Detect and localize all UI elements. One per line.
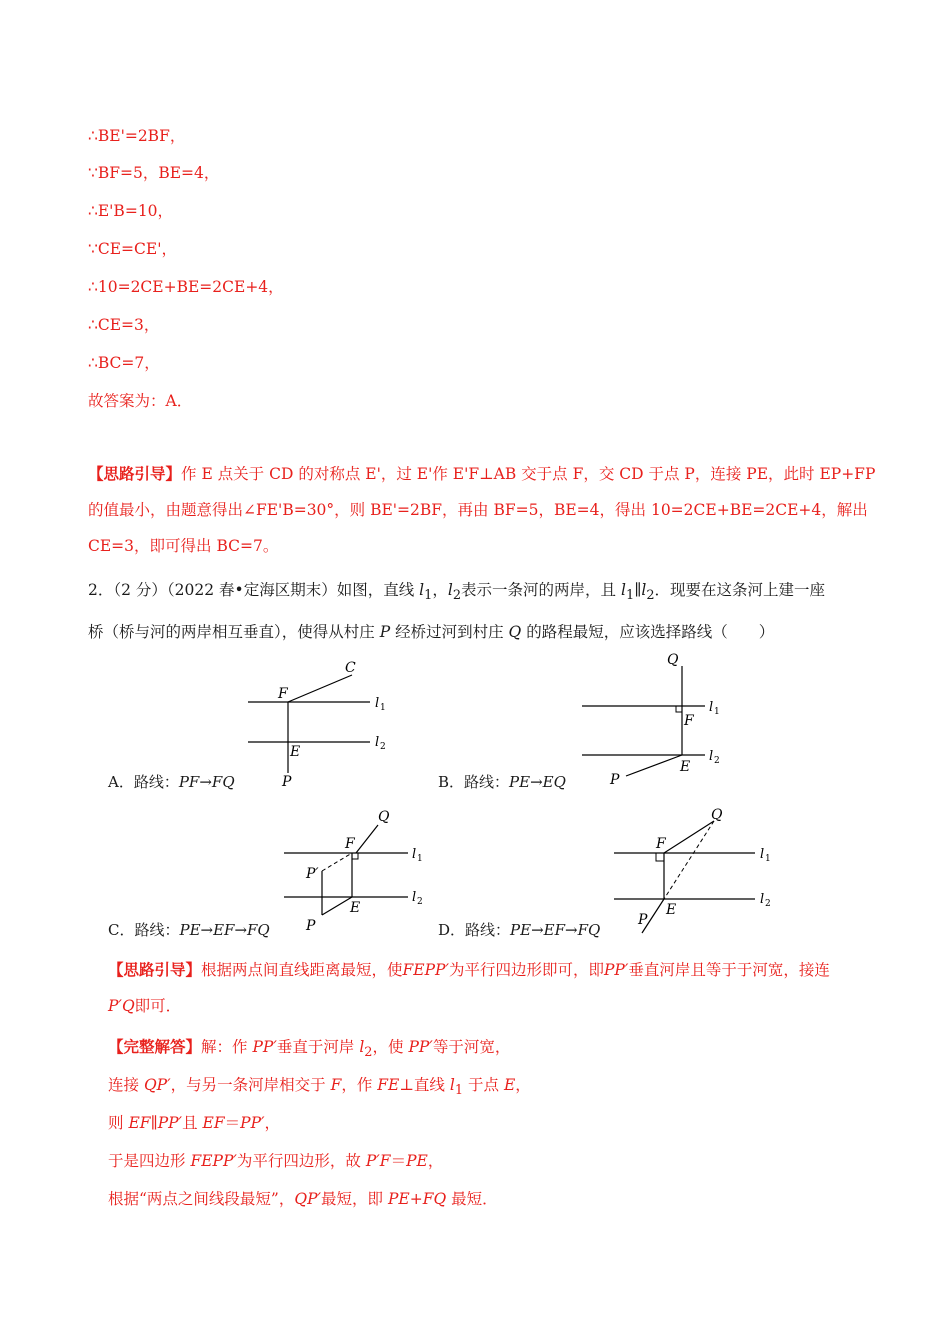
solution-line: ∴10=2CE+BE=2CE+4， — [88, 278, 284, 296]
option-letter: A．路线： — [108, 773, 179, 791]
answer-text: 解：作 — [201, 1038, 248, 1056]
answer-var: PE — [387, 1190, 410, 1208]
question-part: 经桥过河到村庄 — [395, 623, 504, 642]
label-l2: l — [375, 735, 380, 750]
answer-text: 垂直于河岸 — [276, 1038, 355, 1056]
label-P-prime: P′ — [306, 866, 319, 882]
label-P: P — [610, 772, 620, 788]
solution-line: ∴BE'=2BF， — [88, 127, 186, 145]
hint-text: 垂直河岸且等于于河宽，接连 — [628, 961, 830, 979]
label-sub: 1 — [765, 854, 771, 864]
label-P: P — [638, 912, 648, 928]
answer-line — [108, 1111, 280, 1133]
solution-line: ∴BC=7， — [88, 354, 160, 372]
label-sub: 2 — [380, 742, 386, 752]
answer-text: ，使 — [372, 1038, 404, 1056]
answer-var: QP′ — [294, 1190, 322, 1208]
answer-tag: 【完整解答】 — [108, 1037, 202, 1056]
answer-text: 等于河宽， — [432, 1038, 511, 1056]
hint-paragraph — [108, 952, 878, 1024]
label-l1: l — [412, 847, 417, 862]
var-Q: Q — [508, 623, 522, 642]
answer-line — [108, 1073, 531, 1098]
answer-text: ，作 — [341, 1076, 373, 1094]
answer-text: ＝ — [224, 1114, 241, 1132]
answer-var: QP′ — [143, 1076, 171, 1094]
solution-line: ∵CE=CE'， — [88, 240, 177, 258]
hint-paragraph — [88, 456, 878, 564]
answer-text: ⊥直线 — [399, 1076, 445, 1094]
answer-var: l — [359, 1038, 365, 1056]
answer-line — [108, 1187, 498, 1209]
answer-text: 则 — [108, 1114, 124, 1132]
question-text — [88, 572, 878, 650]
answer-text: ， — [515, 1076, 531, 1094]
label-P: P — [282, 774, 292, 790]
answer-text: 最短． — [451, 1190, 498, 1208]
option-d[interactable] — [438, 919, 600, 940]
label-C: C — [345, 660, 356, 676]
answer-var: E — [503, 1076, 516, 1094]
hint-var: P′Q — [108, 997, 135, 1015]
answer-var: PP′ — [408, 1038, 433, 1056]
answer-var: FQ — [422, 1190, 447, 1208]
var-l1: l — [419, 581, 425, 599]
answer-var: PP′ — [157, 1114, 183, 1132]
label-l1: l — [375, 696, 380, 711]
var-P: P — [379, 623, 391, 642]
label-Q: Q — [711, 807, 723, 823]
answer-var: F — [330, 1076, 342, 1094]
sub: 1 — [625, 588, 635, 604]
answer-var: P′F — [365, 1152, 391, 1170]
question-part: ．现要在这条河上建一座 — [654, 581, 826, 599]
label-sub: 1 — [714, 707, 720, 717]
var-l2: l — [447, 581, 453, 599]
figure-option-b — [570, 648, 740, 793]
answer-line — [108, 1035, 510, 1060]
option-letter: B．路线： — [438, 773, 510, 791]
question-score: （2 分） — [113, 581, 167, 599]
figure-option-d — [610, 805, 780, 940]
answer-var: FE — [377, 1076, 400, 1094]
sub: 1 — [424, 588, 433, 604]
figure-option-a — [240, 655, 400, 790]
label-Q: Q — [667, 652, 679, 668]
solution-line: ∴E'B=10， — [88, 202, 174, 220]
question-source: （2022 春•定海区期末） — [166, 581, 337, 599]
solution-line: ∵BF=5，BE=4， — [88, 164, 220, 182]
label-sub: 2 — [417, 897, 423, 907]
label-sub: 1 — [417, 854, 423, 864]
label-l1: l — [760, 847, 765, 862]
hint-text: 根据两点间直线距离最短，使 — [201, 961, 403, 979]
option-route: PF→FQ — [178, 773, 235, 791]
label-sub: 2 — [714, 756, 720, 766]
question-part: 的路程最短，应该选择路线（ ） — [526, 623, 775, 642]
label-P: P — [306, 918, 316, 934]
question-number: 2． — [88, 581, 114, 599]
answer-var: PP′ — [240, 1114, 265, 1132]
question-part: 桥（桥与河的两岸相互垂直），使得从村庄 — [88, 623, 375, 642]
hint-tag: 【思路引导】 — [108, 960, 202, 979]
answer-text: 连接 — [108, 1076, 140, 1094]
label-l2: l — [709, 749, 714, 764]
label-Q: Q — [378, 809, 390, 825]
sub: 2 — [646, 588, 655, 604]
answer-var: FEPP′ — [190, 1152, 237, 1170]
answer-text: ＝ — [390, 1152, 407, 1170]
solution-line: ∴CE=3， — [88, 316, 160, 334]
option-letter: C．路线： — [108, 921, 180, 939]
option-c[interactable] — [108, 919, 270, 940]
sub: 2 — [364, 1045, 373, 1061]
option-route: PE→EQ — [509, 773, 566, 791]
hint-var: FEPP′ — [402, 961, 449, 979]
label-F: F — [345, 836, 355, 852]
option-letter: D．路线： — [438, 921, 511, 939]
label-sub: 2 — [765, 899, 771, 909]
label-F: F — [684, 713, 694, 729]
label-E: E — [680, 759, 691, 775]
parallel-symbol: ∥ — [634, 581, 642, 599]
question-part: 表示一条河的两岸，且 — [461, 581, 617, 599]
label-E: E — [666, 902, 677, 918]
punct: ， — [432, 581, 448, 599]
answer-text: 且 — [182, 1114, 198, 1132]
option-route: PE→EF→FQ — [510, 921, 601, 939]
figure-option-c — [278, 805, 438, 940]
label-F: F — [278, 686, 288, 702]
solution-line: 故答案为：A． — [88, 392, 193, 410]
label-E: E — [290, 744, 301, 760]
label-sub: 1 — [380, 703, 386, 713]
hint-var: PP′ — [604, 961, 629, 979]
hint-text: 为平行四边形即可，即 — [448, 961, 604, 979]
question-part: 如图，直线 — [336, 581, 415, 599]
answer-text: ∥ — [150, 1114, 158, 1132]
answer-line — [108, 1149, 443, 1171]
option-b[interactable] — [438, 771, 566, 792]
answer-text: 最短，即 — [321, 1190, 384, 1208]
answer-var: PE — [406, 1152, 428, 1170]
answer-text: 于是四边形 — [108, 1152, 186, 1170]
answer-var: l — [449, 1076, 455, 1094]
sub: 2 — [452, 588, 462, 604]
sub: 1 — [454, 1083, 464, 1099]
answer-text: ，与另一条河岸相交于 — [170, 1076, 326, 1094]
option-a[interactable] — [108, 771, 235, 792]
var-l1: l — [621, 581, 626, 599]
hint-tag: 【思路引导】 — [88, 464, 182, 483]
answer-text: ， — [264, 1114, 281, 1132]
answer-text: 根据“两点之间线段最短”， — [108, 1190, 295, 1208]
answer-text: ， — [427, 1152, 444, 1170]
hint-text: 即可． — [134, 997, 182, 1015]
answer-var: PP′ — [252, 1038, 277, 1056]
answer-var: EF — [202, 1114, 225, 1132]
var-l2: l — [641, 581, 647, 599]
label-F: F — [656, 836, 666, 852]
label-l1: l — [709, 700, 714, 715]
label-E: E — [350, 900, 361, 916]
option-route: PE→EF→FQ — [179, 921, 270, 939]
answer-var: EF — [128, 1114, 151, 1132]
answer-text: + — [409, 1190, 423, 1208]
hint-text: 作 E 点关于 CD 的对称点 E'，过 E'作 E'F⊥AB 交于点 F，交 CD 于点 P，连接 PE，此时 EP+FP 的值最小，由题意得出∠FE'B=30°，则 BE'=2BF，再由 BF=5，BE=4，得出 10=2CE+BE=2CE+4，解出 CE=3，即可得出 BC=7。 — [88, 465, 876, 555]
label-l2: l — [760, 892, 765, 907]
label-l2: l — [412, 890, 417, 905]
answer-text: 于点 — [468, 1076, 500, 1094]
answer-text: 为平行四边形，故 — [236, 1152, 361, 1170]
